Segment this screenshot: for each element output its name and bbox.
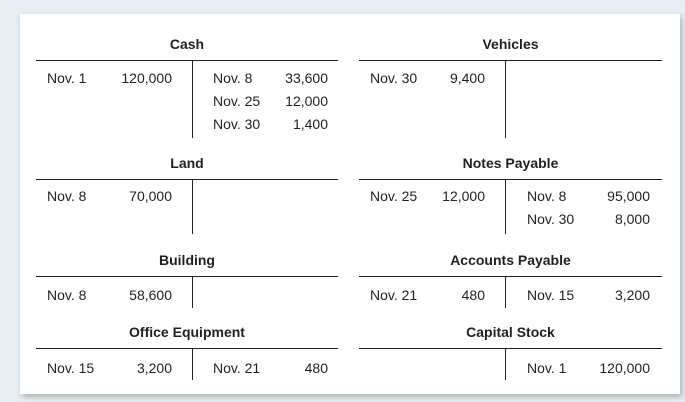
credit-amount: 1,400 <box>292 116 328 132</box>
t-account-building <box>36 252 338 312</box>
debit-amount: 70,000 <box>129 188 172 204</box>
t-account-divider <box>192 348 193 380</box>
t-account-divider <box>505 348 506 380</box>
credit-amount: 480 <box>304 360 328 376</box>
credit-date: Nov. 8 <box>527 188 567 204</box>
t-account-divider <box>505 179 506 234</box>
credit-date: Nov. 30 <box>213 116 261 132</box>
t-account-cash <box>36 36 338 156</box>
debit-date: Nov. 30 <box>370 70 418 86</box>
credit-amount: 12,000 <box>285 93 328 109</box>
debit-amount: 3,200 <box>136 360 172 376</box>
t-account-divider <box>192 276 193 308</box>
credit-amount: 95,000 <box>607 188 650 204</box>
t-account-land <box>36 155 338 235</box>
debit-amount: 9,400 <box>449 70 485 86</box>
t-account-divider <box>505 276 506 308</box>
t-accounts-panel <box>20 14 680 394</box>
t-account-vehicles <box>359 36 662 156</box>
debit-amount: 12,000 <box>442 188 485 204</box>
t-account-top-rule <box>359 60 662 61</box>
t-account-divider <box>505 60 506 138</box>
t-account-top-rule <box>359 179 662 180</box>
t-account-accounts-payable <box>359 252 662 312</box>
t-account-divider <box>192 60 193 138</box>
credit-date: Nov. 21 <box>213 360 261 376</box>
debit-date: Nov. 21 <box>370 287 418 303</box>
credit-amount: 8,000 <box>614 211 650 227</box>
account-title: Office Equipment <box>129 324 245 340</box>
credit-date: Nov. 1 <box>527 360 567 376</box>
t-account-top-rule <box>36 348 338 349</box>
t-account-office-equipment <box>36 324 338 394</box>
debit-date: Nov. 15 <box>47 360 95 376</box>
t-account-top-rule <box>359 276 662 277</box>
t-account-divider <box>192 179 193 234</box>
t-account-top-rule <box>36 276 338 277</box>
account-title: Vehicles <box>482 36 539 52</box>
account-title: Accounts Payable <box>450 252 571 268</box>
t-account-capital-stock <box>359 324 662 394</box>
debit-amount: 58,600 <box>129 287 172 303</box>
credit-date: Nov. 8 <box>213 70 253 86</box>
account-title: Notes Payable <box>462 155 559 171</box>
debit-amount: 120,000 <box>121 70 172 86</box>
t-account-notes-payable <box>359 155 662 235</box>
debit-amount: 480 <box>461 287 485 303</box>
debit-date: Nov. 8 <box>47 287 87 303</box>
debit-date: Nov. 25 <box>370 188 418 204</box>
account-title: Land <box>170 155 204 171</box>
account-title: Capital Stock <box>466 324 555 340</box>
credit-date: Nov. 25 <box>213 93 261 109</box>
account-title: Cash <box>169 36 205 52</box>
t-account-top-rule <box>359 348 662 349</box>
credit-date: Nov. 30 <box>527 211 575 227</box>
t-account-top-rule <box>36 60 338 61</box>
account-title: Building <box>159 252 215 268</box>
debit-date: Nov. 8 <box>47 188 87 204</box>
credit-amount: 3,200 <box>614 287 650 303</box>
credit-date: Nov. 15 <box>527 287 575 303</box>
credit-amount: 33,600 <box>285 70 328 86</box>
t-account-top-rule <box>36 179 338 180</box>
debit-date: Nov. 1 <box>47 70 87 86</box>
credit-amount: 120,000 <box>599 360 650 376</box>
